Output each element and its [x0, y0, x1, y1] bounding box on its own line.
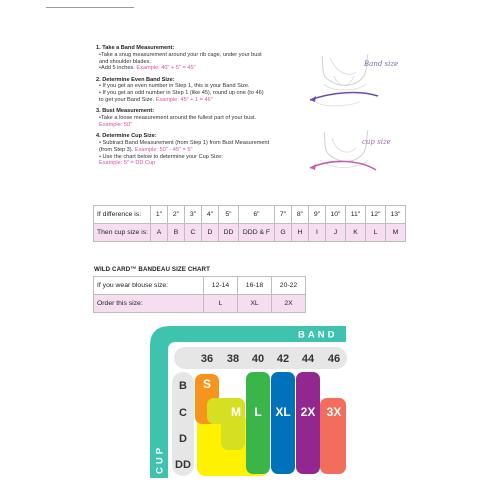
- step-3: [96, 108, 306, 128]
- band-title: BAND: [298, 329, 338, 341]
- size-label: XL: [275, 405, 291, 419]
- band-cup-size-chart: [150, 322, 350, 478]
- band-label: 44: [301, 353, 315, 365]
- step-4: [96, 133, 306, 167]
- difference-cell: 2": [168, 206, 185, 224]
- size-block-xl: [271, 372, 295, 474]
- cup-title: CUP: [154, 444, 166, 474]
- blouse-size-cell: 12-14: [204, 277, 238, 295]
- step-text: • Use the chart below to determine your Cup Size:: [99, 153, 223, 160]
- band-size-diagram: [302, 52, 399, 114]
- order-size-cell: XL: [238, 295, 272, 313]
- band-label: 36: [200, 353, 214, 365]
- step-text: • Subtract Band Measurement (from Step 1) from Bust Measurement: [99, 140, 270, 147]
- difference-cell: 5": [219, 206, 239, 224]
- cup-size-diagram: [302, 130, 394, 188]
- order-size-cell: L: [204, 295, 238, 313]
- cup-cell: L: [366, 224, 386, 242]
- difference-cell: 9": [309, 206, 326, 224]
- step-text: and shoulder blades.: [99, 58, 151, 65]
- step-line: [96, 52, 306, 59]
- difference-cell: 10": [326, 206, 346, 224]
- difference-cell: 8": [292, 206, 309, 224]
- size-label: L: [254, 405, 262, 419]
- step-text: (from Step 3).: [99, 146, 135, 153]
- difference-cell: 13": [386, 206, 406, 224]
- band-label: 42: [276, 353, 290, 365]
- size-label: M: [231, 405, 241, 419]
- blouse-size-label: If you wear blouse size:: [94, 277, 204, 295]
- cup-cell: DD: [219, 224, 239, 242]
- cup-size-label: Then cup size is:: [94, 224, 151, 242]
- step-line: [96, 97, 306, 104]
- cup-cell: M: [386, 224, 406, 242]
- cup-cell: I: [309, 224, 326, 242]
- step-title: 1. Take a Band Measurement:: [96, 45, 175, 51]
- step-text: • If you get an odd number in Step 1 (like 45), round up one (to 46): [99, 90, 264, 97]
- difference-cell: 1": [151, 206, 168, 224]
- band-label: 40: [251, 353, 265, 365]
- cup-cell: J: [326, 224, 346, 242]
- step-line: [96, 140, 306, 147]
- size-label: 3X: [326, 405, 342, 419]
- size-label: 2X: [300, 405, 316, 419]
- cup-cell: B: [168, 224, 185, 242]
- step-line: [96, 83, 306, 90]
- cup-cell: K: [346, 224, 366, 242]
- measurement-steps: [96, 45, 306, 172]
- bandeau-size-table: [93, 276, 306, 313]
- top-rule: [46, 7, 134, 8]
- cup-cell: A: [151, 224, 168, 242]
- step-1: [96, 45, 306, 72]
- cup-label: C: [179, 407, 187, 419]
- step-title: 2. Determine Even Band Size:: [96, 76, 175, 83]
- cup-cell: G: [275, 224, 292, 242]
- band-label: 46: [327, 353, 341, 365]
- example-text: Example: 40" + 5" = 45": [136, 65, 196, 72]
- step-line: [96, 59, 306, 66]
- step-line: [96, 147, 306, 154]
- blouse-size-row: [94, 277, 306, 295]
- difference-cell: 4": [202, 206, 219, 224]
- step-line: [96, 122, 306, 129]
- difference-cell: 7": [275, 206, 292, 224]
- order-size-cell: 2X: [272, 295, 306, 313]
- example-text: Example: 50": [99, 121, 133, 128]
- step-text: •Take a snug measurement around your rib cage, under your bust: [99, 51, 262, 58]
- difference-row: [94, 206, 406, 224]
- order-size-label: Order this size:: [94, 295, 204, 313]
- step-title: 3. Bust Measurement:: [96, 108, 155, 115]
- difference-label: If difference is:: [94, 206, 151, 224]
- cup-cell: C: [185, 224, 202, 242]
- example-text: Example: 50" - 45" = 5": [134, 146, 193, 153]
- cup-size-label: cup size: [362, 138, 391, 146]
- order-size-row: [94, 295, 306, 313]
- step-text: •Take a loose measurement around the fullest part of your bust.: [99, 115, 257, 122]
- step-line: [96, 90, 306, 97]
- difference-cell: 12": [366, 206, 386, 224]
- step-title: 4. Determine Cup Size:: [96, 133, 157, 140]
- step-2: [96, 77, 306, 104]
- difference-cell: 6": [239, 206, 275, 224]
- cup-cell: D: [202, 224, 219, 242]
- cup-size-row: [94, 224, 406, 242]
- step-text: • If you get an even number in Step 1, this is your Band Size.: [99, 83, 250, 90]
- cup-label: D: [179, 433, 187, 445]
- band-size-label: Band size: [364, 60, 399, 68]
- blouse-size-cell: 16-18: [238, 277, 272, 295]
- cup-cell: DDD & F: [239, 224, 275, 242]
- size-block-l: [246, 372, 270, 474]
- blouse-size-cell: 20-22: [272, 277, 306, 295]
- step-text: •Add 5 inches.: [99, 65, 137, 72]
- cup-label: B: [179, 380, 187, 392]
- step-line: [96, 160, 306, 167]
- cup-cell: H: [292, 224, 309, 242]
- cup-size-table: [93, 205, 406, 242]
- difference-cell: 3": [185, 206, 202, 224]
- difference-cell: 11": [346, 206, 366, 224]
- bandeau-title: WILD CARD™ BANDEAU SIZE CHART: [94, 266, 210, 273]
- band-label: 38: [226, 353, 240, 365]
- cup-label: DD: [175, 459, 191, 471]
- example-text: Example: 5" = DD Cup: [99, 160, 156, 167]
- size-block-2x: [296, 372, 320, 474]
- step-line: [96, 115, 306, 122]
- step-text: to get your Band Size.: [99, 97, 156, 104]
- size-label: S: [202, 377, 212, 391]
- step-line: [96, 154, 306, 161]
- example-text: Example: 45" + 1 = 46": [155, 97, 213, 104]
- step-line: [96, 65, 306, 72]
